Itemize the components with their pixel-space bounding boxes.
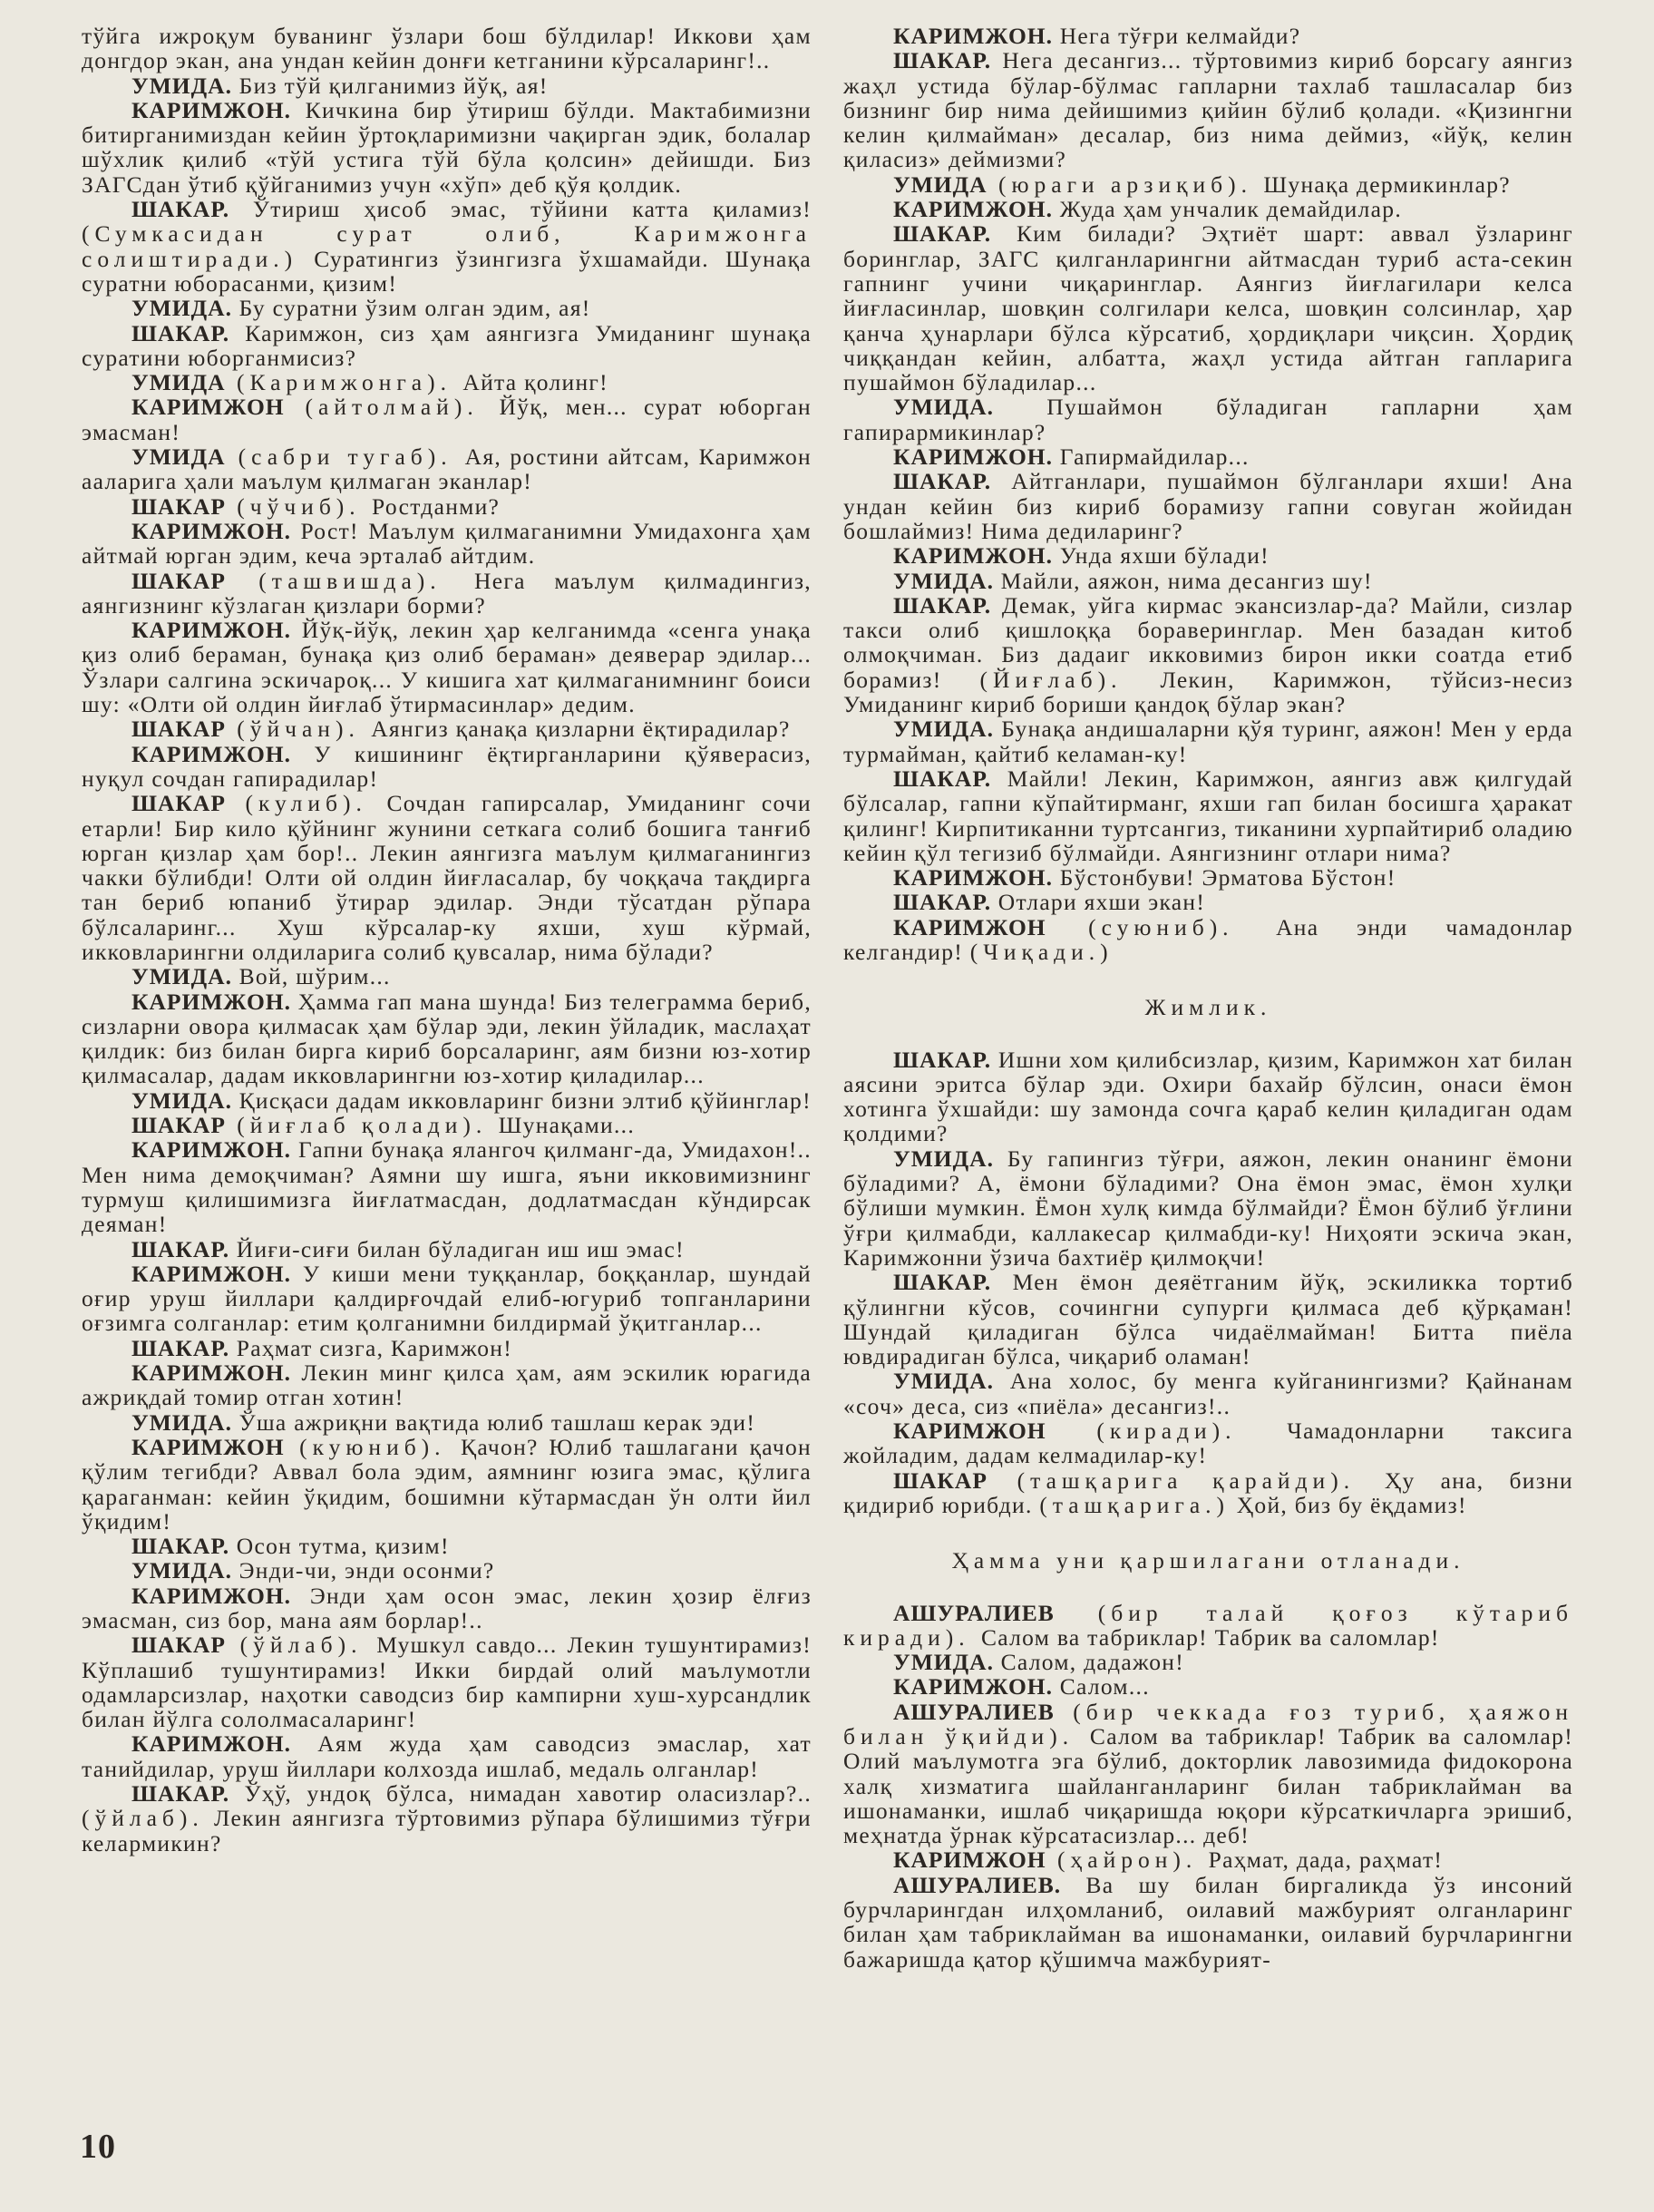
speaker-name: КАРИМЖОН (893, 1418, 1046, 1445)
speaker-name: КАРИМЖОН. (893, 542, 1054, 570)
dialogue-text: Салом ва табриклар! Табрик ва саломлар! Олий маълумотга эга бўлиб, докторлик лавозимида фидокорона халқ хизматига шайланганларинг билан табриклайман ва ишонаманки, ишлаб чиқаришда юқори кўрсаткичларга эришиб, меҳнатда ўрнак кўрсатасизлар... деб! (843, 1723, 1573, 1849)
dialogue-paragraph (82, 1534, 812, 1558)
dialogue-text: тўйга ижроқум буванинг ўзлари бош бўлдилар! Иккови ҳам донгдор экан, ана ундан кейин донғи кетганини кўрсаларинг!.. (82, 23, 812, 74)
speaker-name: ШАКАР (131, 716, 226, 743)
dialogue-paragraph (82, 1435, 812, 1534)
dialogue-text: Айта қолинг! (462, 369, 608, 396)
dialogue-paragraph (82, 1583, 812, 1633)
stage-direction-text: (сабри тугаб). (225, 443, 465, 471)
speaker-name: КАРИМЖОН. (131, 1136, 292, 1164)
speaker-name: ШАКАР. (893, 889, 992, 916)
dialogue-text: У киши мени туққанлар, боққанлар, шундай оғир уруш йиллари қалдирғочдай елиб-югуриб топганларини оғзимга солганлар: етим қолганимни билдирмай ўқитганлар... (82, 1260, 812, 1337)
dialogue-text: Жуда ҳам унчалик демайдилар. (1053, 196, 1402, 223)
dialogue-text: Ишни хом қилибсизлар, қизим, Каримжон хат билан аясини эритса бўлар эди. Охири бахайр бўлсин, онаси ёмон хотинга ўхшайди: шу замонда сочга қараб келин қиладиган одам қолдими? (843, 1046, 1573, 1147)
dialogue-text: Мушкул савдо... Лекин тушунтирамиз! Кўплашиб тушунтирамиз! Икки бирдай олий маълумотли одамларсизлар, наҳотки саводсиз бир кампирни хуш-хурсандлик билан йўлга сололмасаларинг! (82, 1632, 812, 1733)
dialogue-paragraph (82, 1558, 812, 1583)
dialogue-paragraph (82, 1731, 812, 1781)
dialogue-paragraph (82, 1237, 812, 1262)
stage-direction-text: Ҳамма уни қаршилагани отланади. (951, 1547, 1465, 1574)
stage-direction-text: (ўйчан). (225, 716, 372, 743)
stage-direction-text: (ташвишда). (225, 567, 474, 594)
dialogue-text: Чамадонларни таксига жойладим, дадам келмадилар-ку! (843, 1418, 1573, 1469)
dialogue-text: Энди ҳам осон эмас, лекин ҳозир ёлғиз эмасман, сиз бор, мана аям борлар!.. (82, 1582, 812, 1633)
speaker-name: КАРИМЖОН. (131, 617, 292, 644)
dialogue-paragraph (82, 1410, 812, 1435)
speaker-name: КАРИМЖОН. (131, 1582, 292, 1609)
dialogue-text: Бўстонбуви! Эрматова Бўстон! (1053, 864, 1396, 892)
dialogue-text: Мен ёмон деяётганим йўқ, эскиликка тортиб қўлингни кўсов, сочингни супурги қилмаса деб қўрқаман! Шундай қиладиган бўлса чидаёлмайман! Битта пиёла ювдирадиган бўлса, чиқариб оламан! (843, 1269, 1573, 1370)
stage-direction-text: (Чиқади.) (969, 938, 1114, 965)
stage-direction-text: (бир чеккада ғоз туриб, ҳаяжон билан ўқийди). (843, 1698, 1573, 1749)
dialogue-paragraph (82, 1137, 812, 1236)
dialogue-text: Каримжон, сиз ҳам аянгизга Умиданинг шунақа суратини юборганмисиз? (82, 319, 812, 371)
dialogue-paragraph (82, 24, 812, 73)
dialogue-text: Ҳой, биз бу ёқдамиз! (1230, 1491, 1467, 1518)
speaker-name: КАРИМЖОН. (893, 23, 1054, 49)
dialogue-paragraph (843, 890, 1573, 914)
stage-direction-text: (айтолмай). (284, 394, 500, 421)
dialogue-text: Ўҳў, ундоқ бўлса, нимадан хавотир оласизлар?.. (229, 1780, 812, 1808)
dialogue-text: Лекин минг қилса ҳам, аям эскилик юрагида ажриқдай томир отган хотин! (82, 1359, 812, 1411)
dialogue-paragraph (843, 569, 1573, 593)
speaker-name: КАРИМЖОН. (893, 443, 1054, 471)
dialogue-text: Салом, дадажон! (993, 1649, 1185, 1676)
speaker-name: УМИДА. (893, 567, 994, 594)
dialogue-text: Ана холос, бу менга куйганингизми? Қайнанам «соч» деса, сиз «пиёла» десангиз!.. (843, 1368, 1573, 1419)
dialogue-text: Нега маълум қилмадингиз, аянгизнинг кўзлаган қизлари борми? (82, 567, 812, 619)
dialogue-text: Бу гапингиз тўғри, аяжон, лекин онанинг ёмони бўладими? А, ёмони бўладими? Она ёмон эмас, ёмон хулқи бўлиши мумкин. Ёмон хулқ кимда бўлмайди? Ёмон бўлиб ўғлини ўғри қилмабди, каллакесар қилмабди-ку! Ниҳояти эскича экан, Каримжонни ўзича бахтиёр қилмоқчи! (843, 1145, 1573, 1271)
speaker-name: ШАКАР. (893, 765, 992, 792)
speaker-name: ШАКАР. (893, 468, 992, 495)
dialogue-text: Рост! Маълум қилмаганимни Умидахонга ҳам айтмай юрган эдим, кеча эрталаб айтдим. (82, 517, 812, 570)
dialogue-text: Майли! Лекин, Каримжон, аянгиз авж қилгудай бўлсалар, гапни кўпайтирманг, яхши гап билан босишга ҳаракат қилинг! Кирпитиканни туртсангиз, тиканини хурпайтириб оладию кейин қўл тегизиб бўлмайди. Аянгизнинг отлари нима? (843, 765, 1573, 866)
dialogue-paragraph (843, 395, 1573, 444)
dialogue-text: Гапни бунақа ялангоч қилманг-да, Умидахон!.. Мен нима демоқчиман? Аямни шу ишга, яъни икковимизнинг турмуш қилишимизга йиғлатмасдан, додлатмасдан кўндирсак деяман! (82, 1136, 812, 1238)
stage-direction-text: (Сумкасидан сурат олиб, Каримжонга солиштиради.) (82, 220, 812, 272)
speaker-name: АШУРАЛИЕВ (893, 1599, 1055, 1626)
dialogue-text: Ҳу ана, бизни қидириб юрибди. (843, 1467, 1573, 1518)
dialogue-text: Ҳамма гап мана шунда! Биз телеграмма бериб, сизларни овора қилмасак ҳам бўлар эди, лекин ўйладик, маслаҳат қилдик: биз билан бирга кириб борсаларинг, аям бизни юз-хотир қилмасалар, дадам икковларингни юз-хотир қиладилар... (82, 988, 812, 1089)
speaker-name: УМИДА. (893, 1649, 994, 1676)
dialogue-paragraph (843, 1847, 1573, 1872)
speaker-name: УМИДА. (893, 1368, 994, 1395)
dialogue-paragraph (843, 766, 1573, 865)
dialogue-paragraph (82, 1088, 812, 1113)
dialogue-text: Шунақами... (498, 1112, 635, 1139)
speaker-name: УМИДА. (893, 1145, 994, 1172)
dialogue-paragraph (843, 197, 1573, 221)
speaker-name: УМИДА. (131, 963, 232, 990)
speaker-name: ШАКАР. (131, 1780, 230, 1808)
dialogue-paragraph (843, 1048, 1573, 1146)
speaker-name: УМИДА. (131, 1408, 232, 1436)
dialogue-paragraph (843, 1146, 1573, 1270)
dialogue-text: Аянгиз қанақа қизларни ёқтирадилар? (371, 716, 791, 743)
speaker-name: КАРИМЖОН. (893, 196, 1054, 223)
speaker-name: АШУРАЛИЕВ (893, 1698, 1055, 1725)
dialogue-text: Раҳмат, дада, раҳмат! (1208, 1847, 1444, 1874)
dialogue-paragraph (82, 73, 812, 98)
left-column (82, 24, 812, 1856)
speaker-name: ШАКАР. (893, 1046, 992, 1073)
dialogue-paragraph (82, 494, 812, 519)
dialogue-paragraph (82, 444, 812, 494)
dialogue-paragraph (82, 197, 812, 296)
dialogue-paragraph (843, 1369, 1573, 1418)
dialogue-paragraph (843, 1674, 1573, 1699)
speaker-name: КАРИМЖОН (131, 1433, 285, 1460)
dialogue-paragraph (843, 48, 1573, 171)
speaker-name: ШАКАР. (131, 196, 230, 223)
speaker-name: ШАКАР. (893, 47, 992, 74)
dialogue-paragraph (843, 915, 1573, 965)
speaker-name: УМИДА. (131, 72, 232, 99)
speaker-name: КАРИМЖОН. (131, 1359, 292, 1387)
stage-direction-text: (ташқарига.) (1039, 1491, 1231, 1518)
dialogue-text: Бунақа андишаларни қўя туринг, аяжон! Мен у ерда турмайман, қайтиб келаман-ку! (843, 716, 1573, 767)
speaker-name: ШАКАР (131, 492, 226, 520)
dialogue-paragraph (843, 1270, 1573, 1369)
dialogue-text: Суратингиз ўзингизга ўхшамайди. Шунақа суратни юборасанми, қизим! (82, 245, 812, 297)
speaker-name: КАРИМЖОН. (893, 1673, 1054, 1700)
speaker-name: КАРИМЖОН. (131, 1730, 292, 1758)
dialogue-text: Қисқаси дадам икковларинг бизни элтиб қўйинглар! (231, 1087, 812, 1114)
stage-direction-text: (чўчиб). (225, 492, 373, 520)
dialogue-paragraph (843, 172, 1573, 197)
stage-direction-text: (Йиғлаб). (979, 666, 1123, 693)
dialogue-paragraph (843, 1418, 1573, 1468)
dialogue-text: Сочдан гапирсалар, Умиданинг сочи етарли! Бир кило қўйнинг жунини сеткага солиб бошига танғиб юрган қизлар ҳам бор!.. Лекин аянгизга маълум қилмаганингиз чакки бўлибди! Олти ой олдин йиғласалар, бу чоққача тақдирга тан бериб юпаниб ўтирар эдилар. Энди тўсатдан рўпара бўлсаларинг... Хуш кўрсалар-ку яхши, хуш кўрмай, икковларингни олдиларига солиб қувсалар, нима бўлади? (82, 790, 812, 965)
stage-direction-text: (суюниб). (1046, 913, 1277, 940)
dialogue-paragraph (843, 1468, 1573, 1518)
dialogue-paragraph (82, 1781, 812, 1856)
dialogue-paragraph (82, 1632, 812, 1731)
speaker-name: ШАКАР (131, 1632, 226, 1659)
speaker-name: КАРИМЖОН (893, 913, 1046, 940)
dialogue-paragraph (843, 593, 1573, 716)
speaker-name: ШАКАР. (893, 1269, 992, 1296)
dialogue-text: Лекин, Каримжон, тўйсиз-несиз Умиданинг кириб бориши қандоқ бўлар экан? (843, 666, 1574, 718)
dialogue-paragraph (82, 321, 812, 371)
speaker-name: ШАКАР (131, 790, 226, 817)
dialogue-text: Биз тўй қилганимиз йўқ, ая! (231, 72, 549, 99)
dialogue-paragraph (82, 791, 812, 964)
stage-direction-text: (куюниб). (284, 1433, 462, 1460)
dialogue-text: Майли, аяжон, нима десангиз шу! (993, 567, 1373, 594)
dialogue-paragraph (82, 716, 812, 741)
dialogue-text: Раҳмат сизга, Каримжон! (229, 1334, 513, 1361)
stage-direction-text: (йиғлаб қолади). (225, 1112, 499, 1139)
dialogue-paragraph (843, 1650, 1573, 1674)
dialogue-paragraph (82, 1336, 812, 1360)
speaker-name: ШАКАР. (131, 1235, 230, 1262)
dialogue-text: Кичкина бир ўтириш бўлди. Мактабимизни битирганимиздан кейин ўртоқларимизни чақирган эдик, болалар шўхлик қилиб «тўй устига тўй бўла қолсин» дейишди. Биз ЗАГСдан ўтиб қўйганимиз учун «хўп» деб қўя қолдик. (82, 96, 812, 198)
dialogue-text: Ким билади? Эҳтиёт шарт: аввал ўзларинг боринглар, ЗАГС қилганларингни айтмасдан туриб аста-секин гапнинг учини чиқаринглар. Аянгиз йиғлагилари келса йиғласинлар, шовқин солгилари келса, шовқин солсинлар, ҳар қанча ҳунарлари бўлса кўрсатиб, ҳордиқлари чиқсин. Ҳордиқ чиққандан кейин, албатта, жаҳл устида айтган гапларига пушаймон бўладилар... (843, 220, 1573, 396)
speaker-name: КАРИМЖОН. (131, 517, 292, 544)
speaker-name: ШАКАР (131, 567, 226, 594)
dialogue-text: Унда яхши бўлади! (1053, 542, 1270, 570)
dialogue-text: Нега тўғри келмайди? (1053, 23, 1301, 49)
dialogue-text: У кишининг ёқтирганларини қўяверасиз, нуқул сочдан гапирадилар! (82, 740, 812, 792)
dialogue-paragraph (82, 395, 812, 444)
dialogue-paragraph (843, 444, 1573, 469)
speaker-name: ШАКАР (893, 1467, 988, 1494)
speaker-name: ШАКАР. (893, 591, 992, 619)
dialogue-paragraph (843, 1601, 1573, 1651)
speaker-name: УМИДА. (131, 1557, 232, 1584)
speaker-name: КАРИМЖОН. (131, 988, 292, 1015)
dialogue-text: Ўша ажриқни вақтида юлиб ташлаш керак эди! (231, 1408, 756, 1436)
speaker-name: КАРИМЖОН. (131, 740, 292, 767)
stage-direction-text: (ҳайрон). (1046, 1847, 1209, 1874)
dialogue-paragraph (843, 221, 1573, 395)
speaker-name: КАРИМЖОН (131, 394, 285, 421)
stage-direction-text: (кулиб). (225, 790, 387, 817)
stage-direction (843, 1548, 1573, 1573)
stage-direction-text: (бир талай қоғоз кўтариб киради). (843, 1599, 1573, 1651)
dialogue-text: Отлари яхши экан! (991, 889, 1206, 916)
dialogue-text: Ўтириш ҳисоб эмас, тўйини катта қиламиз! (229, 196, 812, 223)
speaker-name: УМИДА. (893, 394, 994, 421)
dialogue-text: Ая, ростини айтсам, Каримжон ааларига ҳали маълум қилмаган эканлар! (82, 443, 812, 495)
speaker-name: УМИДА. (893, 716, 994, 743)
dialogue-paragraph (82, 569, 812, 619)
dialogue-paragraph (82, 742, 812, 792)
dialogue-paragraph (843, 865, 1573, 890)
dialogue-text: Лекин аянгизга тўртовимиз рўпара бўлишимиз тўғри келармикин? (82, 1805, 812, 1856)
dialogue-text: Энди-чи, энди осонми? (231, 1557, 495, 1584)
speaker-name: УМИДА. (131, 1087, 232, 1114)
stage-direction-text: (ташқарига қарайди). (987, 1467, 1385, 1494)
speaker-name: КАРИМЖОН (893, 1847, 1046, 1874)
speaker-name: УМИДА. (131, 295, 232, 322)
dialogue-text: Салом... (1053, 1673, 1150, 1700)
stage-direction-text: (Каримжонга). (225, 369, 463, 396)
speaker-name: ШАКАР. (893, 220, 992, 248)
speaker-name: УМИДА (131, 443, 226, 471)
dialogue-text: Ва шу билан биргаликда ўз инсоний бурчларингдан илҳомланиб, оилавий мажбурият олганларинг билан ҳам табриклайман ва ишонаманки, оилавий бурчларингни бажаришда қатор қўшимча мажбурият- (843, 1871, 1573, 1973)
stage-direction-text: (киради). (1046, 1418, 1288, 1445)
dialogue-text: Ростданми? (372, 492, 501, 520)
dialogue-paragraph (82, 370, 812, 395)
dialogue-text: Демак, уйга кирмас экансизлар-да? Майли, сизлар такси олиб қишлоққа бораверинглар. Мен базадан китоб олмоқчиман. Биз дадаиг икковимиз бирон икки соатда етиб борамиз! (843, 591, 1573, 693)
dialogue-paragraph (843, 24, 1573, 48)
dialogue-text: Қачон? Юлиб ташлагани қачон қўлим тегибди? Аввал бола эдим, аямнинг юзига эмас, қўлига қараганман: кейин ўқидим, бошимни кўтармасдан ўн олти йил ўқидим! (82, 1433, 812, 1535)
dialogue-text: Йиғи-сиғи билан бўладиган иш иш эмас! (229, 1235, 685, 1262)
speaker-name: КАРИМЖОН. (131, 1260, 292, 1287)
speaker-name: УМИДА (893, 171, 988, 198)
dialogue-text: Гапирмайдилар... (1053, 443, 1250, 471)
speaker-name: КАРИМЖОН. (131, 96, 292, 123)
stage-direction-text: Жимлик. (1144, 994, 1272, 1021)
dialogue-paragraph (82, 964, 812, 989)
speaker-name: АШУРАЛИЕВ. (893, 1871, 1062, 1898)
dialogue-paragraph (843, 716, 1573, 766)
speaker-name: УМИДА (131, 369, 226, 396)
dialogue-paragraph (82, 618, 812, 716)
dialogue-text: Йўқ-йўқ, лекин ҳар келганимда «сенга унақа қиз олиб бераман, бунақа қиз олиб бераман» деяверар эдилар... Ўзлари салгина эскичароқ... У кишига хат қилмаганимнинг боиси шу: «Олти ой олдин йиғлаб ўтирмасинлар» дедим. (82, 617, 812, 718)
stage-direction (843, 995, 1573, 1019)
dialogue-paragraph (82, 296, 812, 320)
page-number: 10 (80, 2128, 116, 2166)
dialogue-text: Айтганлари, пушаймон бўлганлари яхши! Ана ундан кейин биз кириб борамизу гапни совуган жойидан бошлаймиз! Нима дедиларинг? (843, 468, 1573, 544)
speaker-name: ШАКАР (131, 1112, 226, 1139)
dialogue-text: Салом ва табриклар! Табрик ва саломлар! (980, 1623, 1440, 1651)
dialogue-text: Нега десангиз... тўртовимиз кириб борсагу аянгиз жаҳл устида бўлар-бўлмас гапларни тахлаб ташласалар биз бизнинг бир нима дейишимиз қийин бўлиб қолади. «Қизингни келин қилмайман» десалар, биз нима деймиз, «йўқ, келин қиласиз» деймизми? (843, 47, 1573, 173)
dialogue-paragraph (82, 519, 812, 569)
dialogue-text: Пушаймон бўладиган гапларни ҳам гапирармикинлар? (843, 394, 1573, 445)
dialogue-paragraph (82, 1113, 812, 1137)
dialogue-text: Ана энди чамадонлар келгандир! (843, 913, 1573, 965)
dialogue-text: Осон тутма, қизим! (229, 1533, 450, 1560)
dialogue-text: Шунақа дермикинлар? (1263, 171, 1511, 198)
dialogue-paragraph (843, 1873, 1573, 1972)
speaker-name: КАРИМЖОН. (893, 864, 1054, 892)
dialogue-paragraph (82, 98, 812, 197)
stage-direction-text: (юраги арзиқиб). (987, 171, 1264, 198)
right-column (843, 24, 1573, 1972)
dialogue-text: Аям жуда ҳам саводсиз эмаслар, хат танийдилар, уруш йиллари колхозда ишлаб, медаль олганлар! (82, 1730, 812, 1782)
speaker-name: ШАКАР. (131, 319, 230, 346)
dialogue-text: Вой, шўрим... (231, 963, 391, 990)
dialogue-paragraph (82, 989, 812, 1088)
dialogue-text: Йўқ, мен... сурат юборган эмасман! (82, 394, 812, 445)
dialogue-paragraph (843, 543, 1573, 568)
dialogue-paragraph (82, 1360, 812, 1410)
speaker-name: ШАКАР. (131, 1334, 230, 1361)
speaker-name: ШАКАР. (131, 1533, 230, 1560)
dialogue-paragraph (82, 1262, 812, 1336)
stage-direction-text: (ўйлаб). (225, 1632, 377, 1659)
dialogue-paragraph (843, 1700, 1573, 1848)
dialogue-paragraph (843, 469, 1573, 543)
stage-direction-text: (ўйлаб). (82, 1805, 204, 1832)
dialogue-text: Бу суратни ўзим олган эдим, ая! (231, 295, 591, 322)
